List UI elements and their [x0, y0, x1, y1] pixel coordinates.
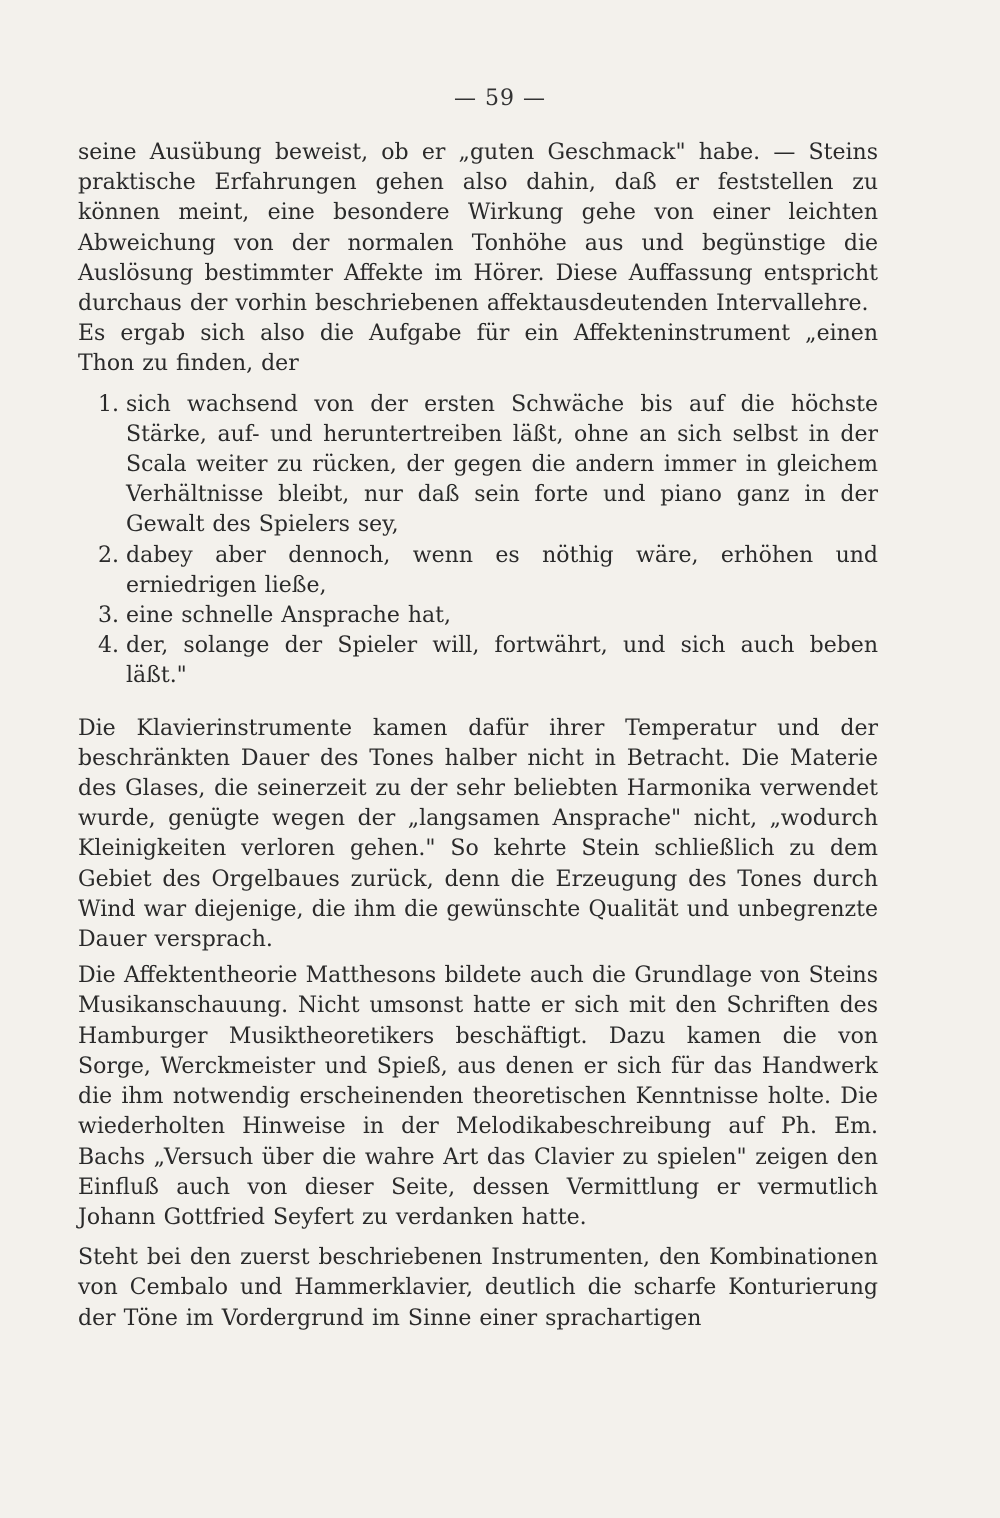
paragraph-1: seine Ausübung beweist, ob er „guten Geschmack" habe. — Steins praktische Erfahrungen gehen also dahin, daß er feststellen zu können meint, eine besondere Wirkung gehe von einer leichten Abweichung von der normalen Tonhöhe aus und begünstige die Auslösung bestimmter Affekte im Hörer. Diese Auffassung entspricht durchaus der vorhin beschriebenen affektausdeutenden Intervallehre. — [78, 140, 878, 317]
list-item — [78, 631, 878, 691]
list-item — [78, 541, 878, 601]
paragraph-4: Die Affektentheorie Matthesons bildete auch die Grundlage von Steins Musikanschauung. Nicht umsonst hatte er sich mit den Schriften des Hamburger Musiktheoretikers beschäftigt. Dazu kamen die von Sorge, Werckmeister und Spieß, aus denen er sich für das Handwerk die ihm notwendig erscheinenden theoretischen Kenntnisse holte. Die wiederholten Hinweise in der Melodikabeschreibung auf Ph. Em. Bachs „Versuch über die wahre Art das Clavier zu spielen" zeigen den Einfluß auch von dieser Seite, dessen Vermittlung er vermutlich Johann Gottfried Seyfert zu verdanken hatte. — [78, 963, 878, 1230]
requirements-list — [78, 390, 878, 692]
body-text — [78, 138, 878, 1334]
paragraph-3: Die Klavierinstrumente kamen dafür ihrer Temperatur und der beschränkten Dauer des Tones halber nicht in Betracht. Die Materie des Glases, die seinerzeit zu der sehr beliebten Harmonika verwendet wurde, genügte wegen der „langsamen Ansprache" nicht, „wodurch Kleinigkeiten verloren gehen." So kehrte Stein schließlich zu dem Gebiet des Orgelbaues zurück, denn die Erzeugung des Tones durch Wind war diejenige, die ihm die gewünschte Qualität und unbegrenzte Dauer versprach. — [78, 715, 878, 953]
list-text: sich wachsend von der ersten Schwäche bis auf die höchste Stärke, auf- und heruntertreiben läßt, ohne an sich selbst in der Scala weiter zu rücken, der gegen die andern immer in gleichem Verhältnisse bleibt, nur daß sein forte und piano ganz in der Gewalt des Spielers sey, — [126, 391, 878, 538]
list-number: 3. — [98, 603, 119, 629]
page-number: — 59 — — [454, 86, 546, 111]
list-text: der, solange der Spieler will, fortwährt, und sich auch beben läßt." — [126, 633, 878, 689]
paragraph-2: Es ergab sich also die Aufgabe für ein Affekteninstrument „einen Thon zu finden, der — [78, 321, 878, 377]
list-item — [78, 601, 878, 631]
list-number: 4. — [98, 633, 119, 659]
paragraph-5: Steht bei den zuerst beschriebenen Instrumenten, den Kombinationen von Cembalo und Hammerklavier, deutlich die scharfe Konturierung der Töne im Vordergrund im Sinne einer sprachartigen — [78, 1245, 878, 1331]
list-text: eine schnelle Ansprache hat, — [126, 603, 451, 629]
list-number: 1. — [98, 391, 119, 417]
list-text: dabey aber dennoch, wenn es nöthig wäre, erhöhen und erniedrigen ließe, — [126, 542, 878, 598]
list-number: 2. — [98, 542, 119, 568]
list-item — [78, 390, 878, 541]
